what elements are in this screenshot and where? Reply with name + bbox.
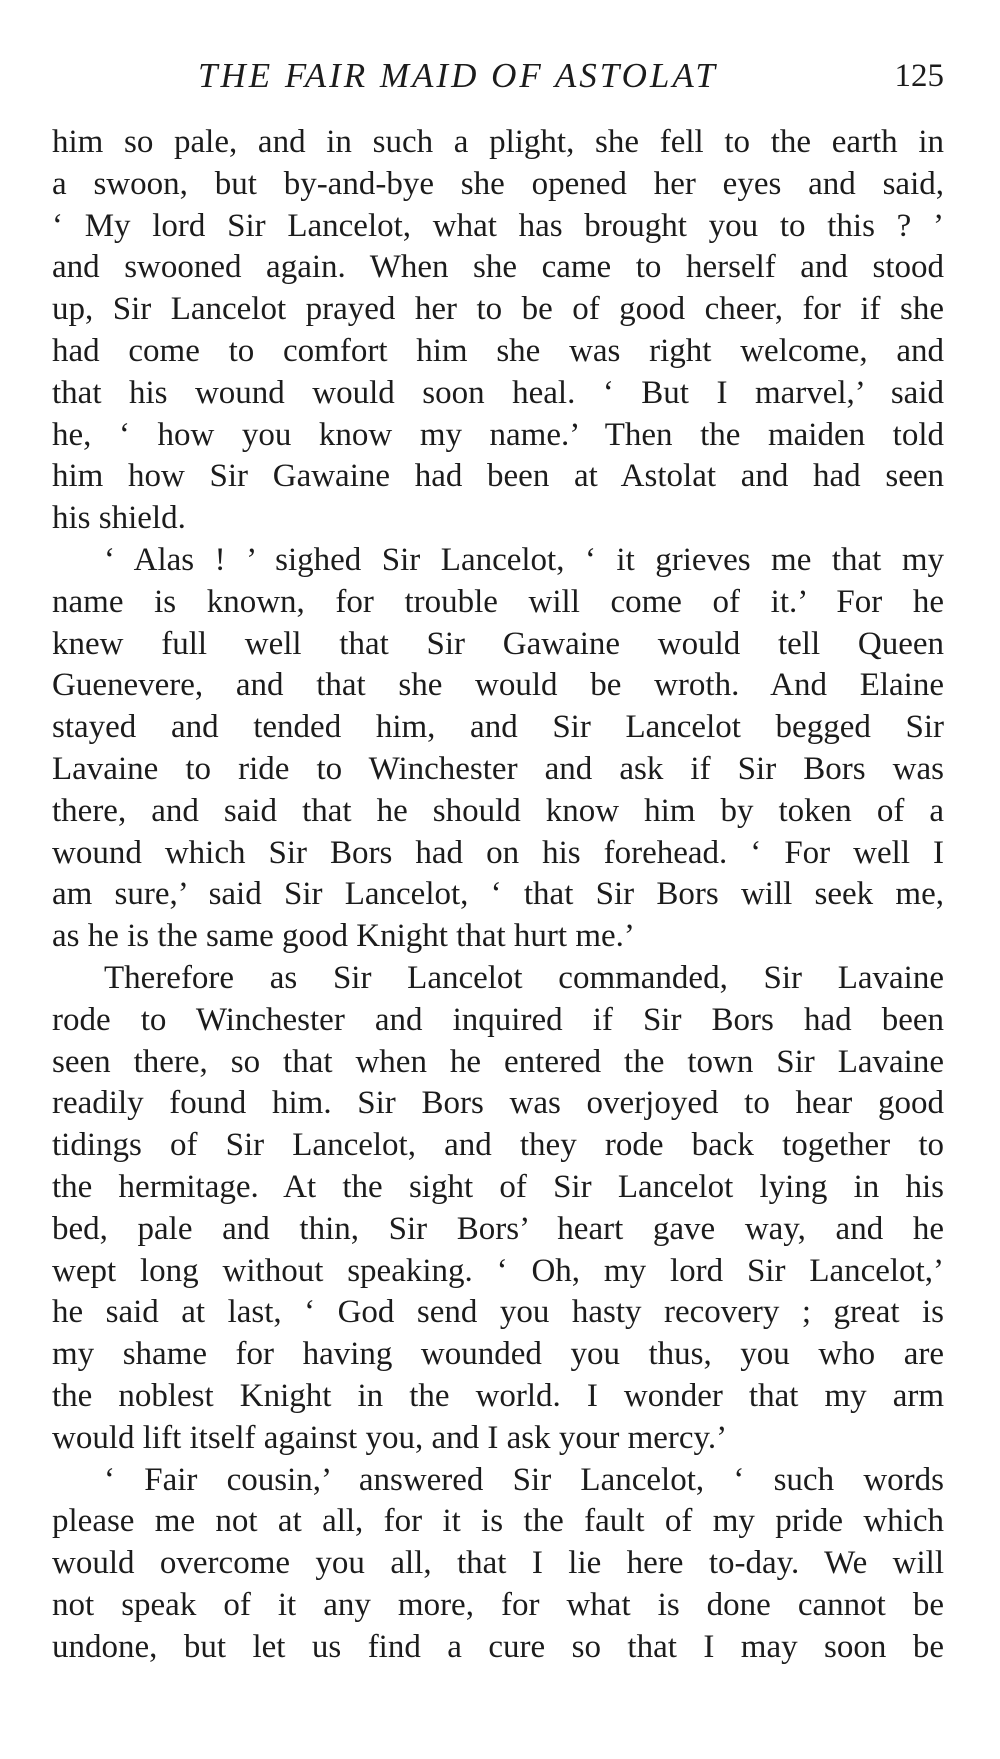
text-line: rode to Winchester and inquired if Sir Bors had been [52,1001,944,1038]
text-line: Therefore as Sir Lancelot commanded, Sir Lavaine [104,959,944,996]
text-line: ‘ Fair cousin,’ answered Sir Lancelot, ‘ such words [104,1461,944,1498]
text-line: his shield. [52,500,186,537]
text-line: he, ‘ how you know my name.’ Then the maiden told [52,416,944,453]
text-line: him so pale, and in such a plight, she fell to the earth in [52,124,944,160]
running-title: THE FAIR MAID OF ASTOLAT [198,56,718,95]
text-line: the noblest Knight in the world. I wonder that my arm [52,1377,944,1414]
text-line: am sure,’ said Sir Lancelot, ‘ that Sir Bors will seek me, [52,876,944,913]
text-line: and swooned again. When she came to herself and stood [52,249,944,286]
text-line: the hermitage. At the sight of Sir Lancelot lying in his [52,1168,944,1205]
text-line: my shame for having wounded you thus, you who are [52,1336,944,1373]
text-line: please me not at all, for it is the fault of my pride which [52,1503,944,1540]
text-line: would lift itself against you, and I ask your mercy.’ [52,1419,728,1456]
text-line: would overcome you all, that I lie here to-day. We will [52,1545,944,1582]
text-line: that his wound would soon heal. ‘ But I marvel,’ said [52,374,944,411]
text-line: Lavaine to ride to Winchester and ask if Sir Bors was [52,750,944,787]
text-line: name is known, for trouble will come of it.’ For he [52,583,944,620]
text-line: seen there, so that when he entered the town Sir Lavaine [52,1043,944,1080]
text-line: as he is the same good Knight that hurt me.’ [52,918,635,955]
text-line: had come to comfort him she was right welcome, and [52,332,944,369]
page-number: 125 [894,58,944,94]
text-line: stayed and tended him, and Sir Lancelot begged Sir [52,709,944,746]
text-line: a swoon, but by-and-bye she opened her eyes and said, [52,165,944,202]
text-line: undone, but let us find a cure so that I may soon be [52,1628,944,1665]
text-line: readily found him. Sir Bors was overjoyed to hear good [52,1085,944,1122]
text-line: bed, pale and thin, Sir Bors’ heart gave way, and he [52,1210,944,1247]
body-text [52,122,944,1668]
text-line: not speak of it any more, for what is done cannot be [52,1586,944,1623]
running-header [52,56,944,96]
text-line: wound which Sir Bors had on his forehead. ‘ For well I [52,834,944,871]
text-line: Guenevere, and that she would be wroth. And Elaine [52,667,944,704]
text-line: knew full well that Sir Gawaine would tell Queen [52,625,944,662]
text-line: tidings of Sir Lancelot, and they rode back together to [52,1127,944,1164]
text-line: him how Sir Gawaine had been at Astolat and had seen [52,458,944,495]
text-line: he said at last, ‘ God send you hasty recovery ; great is [52,1294,944,1331]
text-line: ‘ My lord Sir Lancelot, what has brought you to this ? ’ [52,207,944,244]
text-line: there, and said that he should know him by token of a [52,792,944,829]
text-line: ‘ Alas ! ’ sighed Sir Lancelot, ‘ it grieves me that my [104,541,944,578]
text-line: wept long without speaking. ‘ Oh, my lord Sir Lancelot,’ [52,1252,944,1289]
text-line: up, Sir Lancelot prayed her to be of good cheer, for if she [52,291,944,328]
